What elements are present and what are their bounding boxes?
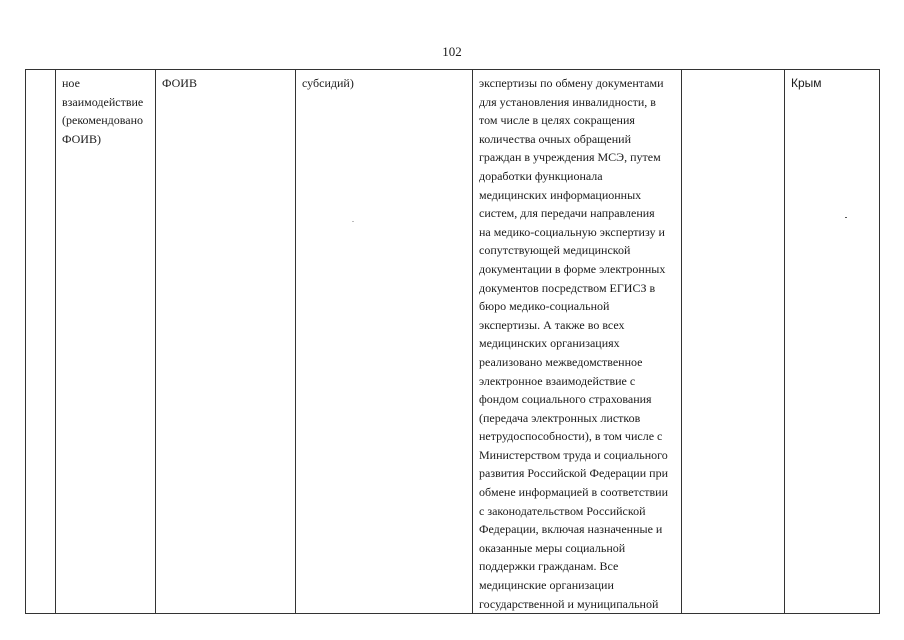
cell-line: фондом социального страхования bbox=[479, 392, 652, 407]
cell-line: сопутствующей медицинской bbox=[479, 243, 631, 258]
cell-line: экспертизы. А также во всех bbox=[479, 317, 625, 332]
cell-description bbox=[473, 70, 682, 614]
scan-speck bbox=[352, 221, 354, 222]
cell-line: бюро медико-социальной bbox=[479, 299, 610, 314]
cell-line: поддержки гражданам. Все bbox=[479, 559, 619, 574]
cell-line: (передача электронных листков bbox=[479, 410, 641, 425]
cell-interaction-type bbox=[56, 70, 156, 614]
cell-number bbox=[26, 70, 56, 614]
scan-speck bbox=[845, 217, 847, 218]
cell-line: (рекомендовано bbox=[62, 113, 144, 128]
cell-line: граждан в учреждения МСЭ, путем bbox=[479, 150, 661, 165]
cell-line: количества очных обращений bbox=[479, 131, 632, 146]
cell-line: субсидий) bbox=[302, 76, 354, 90]
cell-line: оказанные меры социальной bbox=[479, 540, 626, 555]
cell-line: на медико-социальную экспертизу и bbox=[479, 224, 665, 239]
cell-line: медицинские организации bbox=[479, 578, 614, 593]
cell-line: электронное взаимодействие с bbox=[479, 373, 636, 388]
cell-line: документации в форме электронных bbox=[479, 261, 666, 276]
cell-line: систем, для передачи направления bbox=[479, 206, 655, 221]
cell-empty bbox=[682, 70, 785, 614]
cell-line: документов посредством ЕГИСЗ в bbox=[479, 280, 656, 295]
cell-line: с законодательством Российской bbox=[479, 503, 646, 518]
cell-line: ФОИВ) bbox=[62, 131, 101, 146]
cell-line: экспертизы по обмену документами bbox=[479, 76, 664, 90]
cell-line: том числе в целях сокращения bbox=[479, 113, 635, 128]
cell-funding bbox=[296, 70, 473, 614]
cell-line: государственной и муниципальной bbox=[479, 596, 659, 611]
cell-line: доработки функционала bbox=[479, 168, 603, 183]
cell-line: взаимодействие bbox=[62, 94, 144, 109]
table-row bbox=[26, 70, 880, 614]
cell-line: медицинских организациях bbox=[479, 336, 620, 351]
cell-line: нетрудоспособности), в том числе с bbox=[479, 429, 663, 444]
document-table bbox=[25, 69, 880, 614]
cell-line: ное bbox=[62, 76, 80, 90]
cell-line: Федерации, включая назначенные и bbox=[479, 522, 663, 537]
cell-line: ФОИВ bbox=[162, 76, 197, 90]
page-number: 102 bbox=[442, 44, 462, 59]
cell-line: медицинских информационных bbox=[479, 187, 642, 202]
cell-line: для установления инвалидности, в bbox=[479, 94, 656, 109]
cell-line: Министерством труда и социального bbox=[479, 447, 668, 462]
cell-line: обмене информацией в соответствии bbox=[479, 485, 668, 500]
cell-region bbox=[785, 70, 880, 614]
cell-line: развития Российской Федерации при bbox=[479, 466, 668, 481]
cell-line: реализовано межведомственное bbox=[479, 354, 643, 369]
cell-responsible bbox=[156, 70, 296, 614]
cell-line: Крым bbox=[791, 76, 822, 90]
